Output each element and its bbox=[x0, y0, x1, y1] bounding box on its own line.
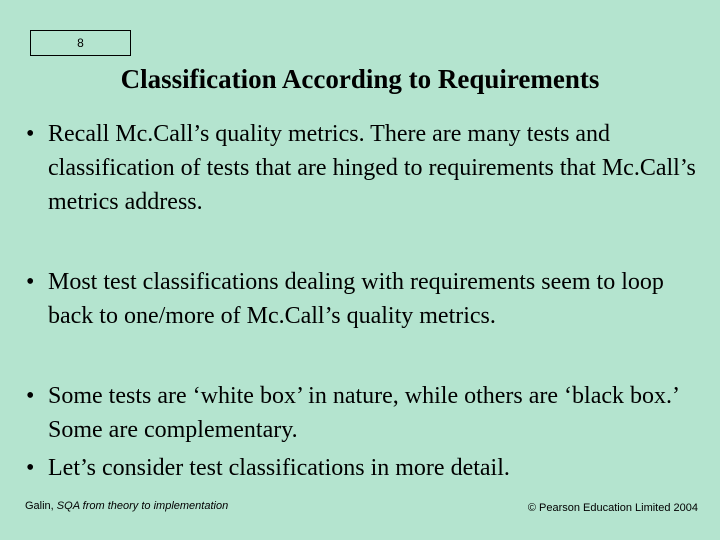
bullet-marker: • bbox=[26, 269, 35, 295]
bullet-marker: • bbox=[26, 383, 35, 409]
bullet-text: Recall Mc.Call’s quality metrics. There are many tests and classification of tests that are hinged to requirements that Mc.Call’s metrics address. bbox=[48, 121, 696, 215]
slide-number-box bbox=[30, 30, 131, 56]
bullet-item bbox=[26, 451, 696, 485]
bullet-text: Let’s consider test classifications in more detail. bbox=[48, 455, 510, 481]
bullet-text: Most test classifications dealing with requirements seem to loop back to one/more of Mc.Call’s quality metrics. bbox=[48, 269, 664, 329]
slide-title: Classification According to Requirements bbox=[120, 64, 600, 94]
footer-author: Galin, bbox=[25, 500, 57, 512]
bullet-text: Some tests are ‘white box’ in nature, while others are ‘black box.’ Some are complementary. bbox=[48, 383, 679, 443]
footer-copyright: © Pearson Education Limited 2004 bbox=[527, 502, 698, 514]
slide-number: 8 bbox=[77, 36, 84, 50]
bullet-item bbox=[26, 117, 696, 219]
bullet-marker: • bbox=[26, 455, 35, 481]
bullet-marker: • bbox=[26, 121, 35, 147]
bullet-list bbox=[26, 117, 696, 485]
bullet-item bbox=[26, 265, 696, 333]
footer-book-title: SQA from theory to implementation bbox=[56, 500, 229, 512]
footer-citation bbox=[25, 500, 228, 512]
bullet-item bbox=[26, 379, 696, 447]
